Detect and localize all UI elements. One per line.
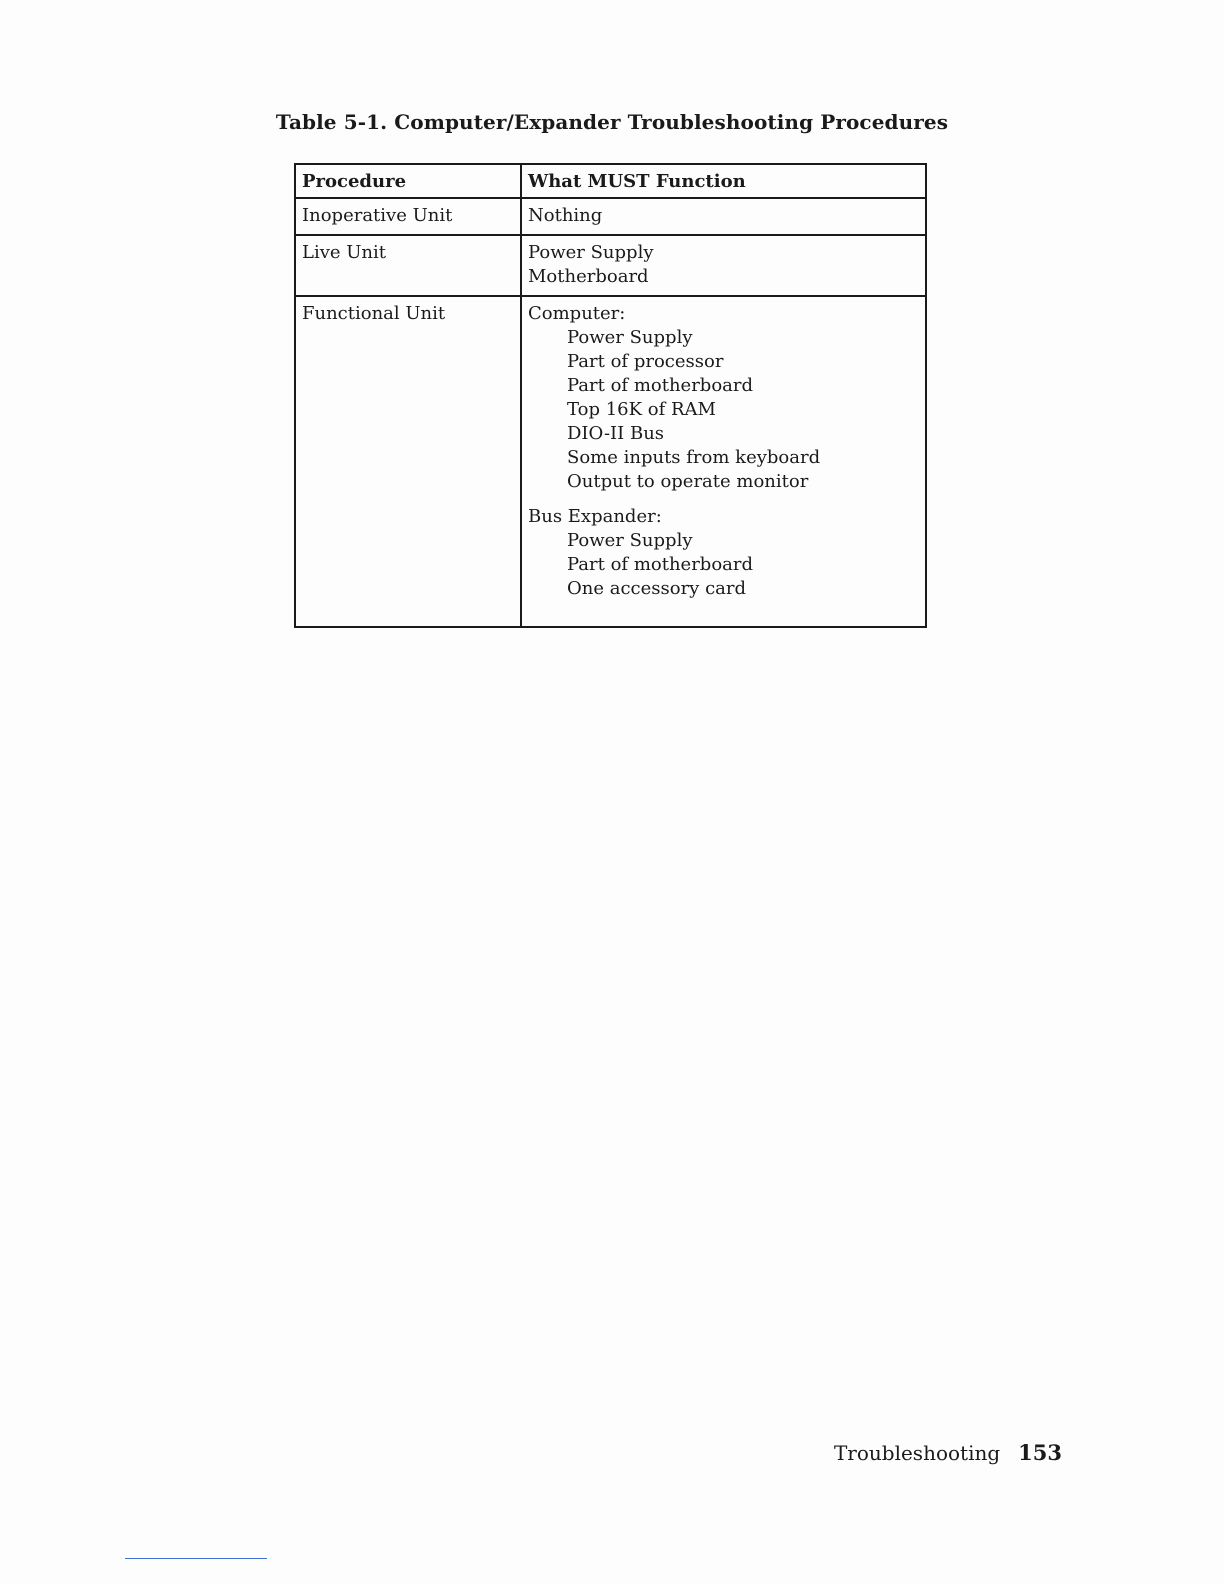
- header-procedure: Procedure: [295, 164, 521, 198]
- group-heading: Bus Expander:: [528, 506, 662, 527]
- table-header-row: [295, 164, 926, 198]
- requirements-cell: [521, 235, 926, 296]
- requirement-line: Nothing: [528, 205, 603, 226]
- page-number: 153: [1018, 1440, 1062, 1465]
- requirement-line: Top 16K of RAM: [567, 399, 716, 420]
- bus-expander-group: [528, 505, 919, 601]
- requirement-line: Power Supply: [567, 327, 693, 348]
- requirement-line: DIO-II Bus: [567, 423, 665, 444]
- header-what-must-function: What MUST Function: [521, 164, 926, 198]
- requirement-line: Power Supply: [528, 242, 654, 263]
- procedures-table: [294, 163, 927, 628]
- table-row: [295, 235, 926, 296]
- page-footer: [834, 1440, 1062, 1465]
- procedure-cell: Functional Unit: [295, 296, 521, 627]
- group-heading: Computer:: [528, 303, 626, 324]
- table-caption: Table 5-1. Computer/Expander Troubleshooting Procedures: [275, 110, 949, 134]
- table-row: [295, 296, 926, 627]
- procedure-cell: Inoperative Unit: [295, 198, 521, 235]
- requirement-line: Motherboard: [528, 266, 649, 287]
- requirement-line: Some inputs from keyboard: [567, 447, 821, 468]
- table-row: [295, 198, 926, 235]
- requirement-line: Output to operate monitor: [567, 471, 809, 492]
- requirement-line: Part of motherboard: [567, 554, 754, 575]
- requirement-line: Part of motherboard: [567, 375, 754, 396]
- procedure-cell: Live Unit: [295, 235, 521, 296]
- requirements-cell: [521, 296, 926, 627]
- requirement-line: One accessory card: [567, 578, 747, 599]
- bottom-divider: [125, 1558, 267, 1559]
- footer-section-title: Troubleshooting: [833, 1441, 1001, 1465]
- requirements-cell: [521, 198, 926, 235]
- computer-group: [528, 302, 919, 494]
- requirement-line: Power Supply: [567, 530, 693, 551]
- requirement-line: Part of processor: [567, 351, 724, 372]
